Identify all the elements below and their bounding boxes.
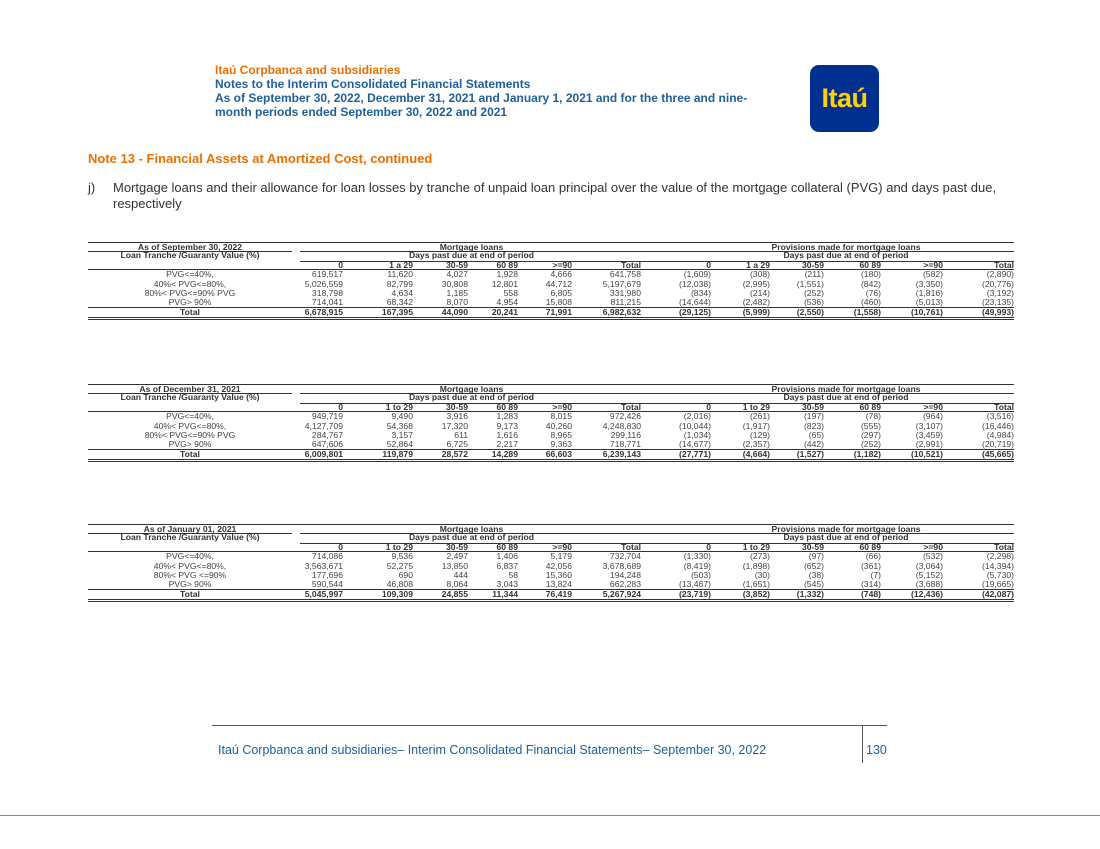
- column-header: Total: [621, 401, 641, 412]
- column-header: 60 89: [496, 541, 518, 552]
- total-cell: 167,395: [381, 306, 413, 317]
- table-cell: 4,027: [446, 269, 468, 280]
- total-row: [88, 590, 1014, 602]
- table-cell: 8,070: [446, 297, 468, 308]
- table-cell: 6,837: [496, 560, 518, 571]
- column-header: >=90: [923, 401, 943, 412]
- itau-logo: [810, 65, 879, 132]
- table-cell: (197): [803, 411, 824, 422]
- column-header: 1 to 29: [385, 401, 413, 412]
- table-cell: (19,665): [981, 579, 1014, 590]
- total-cell: (1,558): [853, 306, 881, 317]
- table-cell: (13,467): [678, 579, 711, 590]
- total-cell: 11,344: [492, 588, 518, 599]
- total-cell: 76,419: [545, 588, 572, 599]
- sub-label-right: Days past due at end of period: [783, 250, 909, 261]
- table-cell: (460): [860, 297, 881, 308]
- column-header: 30-59: [446, 259, 468, 270]
- table-cell: (20,776): [981, 278, 1014, 289]
- column-header: 0: [706, 259, 711, 270]
- table-cell: (308): [749, 269, 770, 280]
- table-cell: 690: [398, 569, 413, 580]
- as-of-label: As of December 31, 2021: [139, 384, 241, 394]
- table-cell: 5,026,559: [304, 278, 343, 289]
- table-cell: 17,320: [441, 420, 468, 431]
- column-header: 30-59: [446, 401, 468, 412]
- table-cell: 30,808: [441, 278, 468, 289]
- table-cell: 68,342: [386, 297, 413, 308]
- total-cell: 119,879: [382, 448, 413, 459]
- table-cell: (582): [922, 269, 943, 280]
- table-cell: 1,185: [446, 287, 468, 298]
- table-cell: 284,767: [311, 429, 343, 440]
- table-cell: (129): [749, 429, 770, 440]
- table-cell: (214): [749, 287, 770, 298]
- table-cell: (823): [803, 420, 824, 431]
- company-name: Itaú Corpbanca and subsidiaries: [215, 63, 401, 77]
- total-cell: 24,855: [441, 588, 468, 599]
- sub-label-left: Days past due at end of period: [408, 250, 535, 261]
- table-cell: 949,719: [311, 411, 343, 422]
- table-cell: 4,248,830: [602, 420, 641, 431]
- logo-text: Itaú: [821, 83, 868, 113]
- column-header: 30-59: [802, 259, 824, 270]
- sub-label-left: Days past due at end of period: [408, 392, 535, 403]
- table-cell: (14,394): [981, 560, 1014, 571]
- table-cell: 82,799: [386, 278, 413, 289]
- table-cell: (211): [804, 269, 824, 280]
- as-of-label: As of September 30, 2022: [137, 242, 243, 252]
- table-cell: 6,805: [550, 287, 572, 298]
- table-cell: 15,360: [545, 569, 572, 580]
- page-bottom-rule: [0, 815, 1100, 816]
- table-cell: (7): [870, 569, 881, 580]
- total-cell: (1,332): [796, 588, 824, 599]
- total-cell: (5,999): [742, 306, 770, 317]
- table-cell: (2,016): [683, 411, 711, 422]
- table-cell: (4,984): [986, 429, 1014, 440]
- column-header: 0: [706, 401, 711, 412]
- table-cell: (30): [754, 569, 770, 580]
- table-cell: 52,275: [386, 560, 413, 571]
- total-cell: (748): [860, 588, 881, 599]
- table-cell: 714,086: [311, 551, 343, 562]
- row-header-label: Loan Tranche /Guaranty Value (%): [120, 392, 260, 403]
- total-cell: 71,991: [545, 306, 572, 317]
- header-line-3: month periods ended September 30, 2022 and 2021: [215, 105, 508, 119]
- table-cell: 3,916: [446, 411, 468, 422]
- column-header: 60 89: [496, 401, 518, 412]
- table-cell: 9,173: [496, 420, 518, 431]
- table-cell: (14,677): [678, 439, 711, 450]
- total-cell: 6,009,801: [304, 448, 343, 459]
- table-cell: (3,064): [915, 560, 943, 571]
- table-cell: 8,064: [446, 579, 468, 590]
- column-header: 30-59: [802, 541, 824, 552]
- row-header-label: Loan Tranche /Guaranty Value (%): [120, 532, 260, 543]
- table-cell: 590,544: [311, 579, 343, 590]
- total-cell: 6,982,632: [602, 306, 641, 317]
- table-cell: (3,350): [915, 278, 943, 289]
- row-label: 40%< PVG<=80%,: [153, 420, 227, 431]
- table-cell: 177,696: [311, 569, 343, 580]
- table-cell: 1,283: [496, 411, 518, 422]
- column-header: >=90: [552, 259, 572, 270]
- table-cell: (20,719): [981, 439, 1014, 450]
- column-header: Total: [621, 541, 641, 552]
- table-cell: 13,824: [545, 579, 572, 590]
- table-cell: 5,197,679: [602, 278, 641, 289]
- total-cell: (1,527): [796, 448, 824, 459]
- row-header-label: Loan Tranche /Guaranty Value (%): [120, 250, 260, 261]
- table-cell: (545): [803, 579, 824, 590]
- total-cell: 109,309: [381, 588, 413, 599]
- table-cell: 619,517: [311, 269, 343, 280]
- column-header: Total: [621, 259, 641, 270]
- column-header: 30-59: [802, 401, 824, 412]
- table-cell: 4,634: [391, 287, 413, 298]
- row-label: 40%< PVG<=80%,: [153, 278, 227, 289]
- group-provisions: Provisions made for mortgage loans: [771, 524, 921, 534]
- table-cell: (536): [803, 297, 824, 308]
- row-label: PVG<=40%,: [166, 269, 214, 280]
- table-cell: (3,459): [915, 429, 943, 440]
- paragraph-text: Mortgage loans and their allowance for loan losses by tranche of unpaid loan principal over the value of the mortgage collateral (PVG) and days past due, respectively: [113, 180, 997, 211]
- table-cell: (1,330): [683, 551, 711, 562]
- column-header: 60 89: [859, 401, 881, 412]
- column-header: >=90: [552, 401, 572, 412]
- table-cell: 3,043: [496, 579, 518, 590]
- table-cell: (1,034): [683, 429, 711, 440]
- table-december-2021: [88, 384, 1014, 462]
- table-cell: (3,192): [986, 287, 1014, 298]
- group-mortgage-loans: Mortgage loans: [439, 242, 504, 252]
- table-cell: (252): [803, 287, 824, 298]
- page-number: 130: [866, 743, 887, 757]
- column-header: >=90: [923, 259, 943, 270]
- table-cell: (252): [860, 439, 881, 450]
- table-cell: (8,419): [683, 560, 711, 571]
- table-cell: 3,563,671: [304, 560, 343, 571]
- table-cell: 46,808: [386, 579, 413, 590]
- table-cell: (532): [922, 551, 943, 562]
- table-cell: 8,965: [550, 429, 572, 440]
- table-cell: (314): [860, 579, 881, 590]
- column-header: 1 a 29: [746, 259, 770, 270]
- table-cell: (652): [803, 560, 824, 571]
- table-cell: 1,616: [496, 429, 518, 440]
- table-cell: 42,056: [545, 560, 572, 571]
- table-cell: (66): [865, 551, 881, 562]
- column-header: 0: [338, 259, 343, 270]
- total-label: Total: [180, 448, 200, 459]
- table-cell: (14,644): [678, 297, 711, 308]
- table-cell: 641,758: [609, 269, 641, 280]
- column-header: Total: [994, 259, 1014, 270]
- table-cell: (1,609): [683, 269, 711, 280]
- table-cell: 1,928: [496, 269, 518, 280]
- total-cell: 6,678,915: [304, 306, 343, 317]
- sub-label-right: Days past due at end of period: [783, 532, 909, 543]
- table-cell: (16,446): [981, 420, 1014, 431]
- as-of-label: As of January 01, 2021: [143, 524, 237, 534]
- footer-divider: [862, 725, 863, 763]
- table-cell: 611: [454, 429, 468, 440]
- total-row: [88, 308, 1014, 320]
- table-cell: 5,179: [550, 551, 572, 562]
- total-cell: (49,993): [981, 306, 1014, 317]
- row-label: 80%< PVG<=90% PVG: [144, 429, 236, 440]
- column-header: >=90: [552, 541, 572, 552]
- group-provisions: Provisions made for mortgage loans: [771, 384, 921, 394]
- column-header: 30-59: [446, 541, 468, 552]
- table-cell: 13,850: [441, 560, 468, 571]
- column-header: 0: [338, 401, 343, 412]
- footer-rule: [212, 725, 887, 726]
- total-cell: (27,771): [678, 448, 711, 459]
- table-cell: 9,363: [550, 439, 572, 450]
- table-cell: (65): [808, 429, 824, 440]
- header-line-2: As of September 30, 2022, December 31, 2021 and January 1, 2021 and for the three and nine-: [215, 91, 748, 105]
- table-cell: 647,606: [311, 439, 343, 450]
- sub-label-left: Days past due at end of period: [408, 532, 535, 543]
- column-header: Total: [994, 401, 1014, 412]
- table-cell: (5,152): [915, 569, 943, 580]
- total-cell: (2,550): [796, 306, 824, 317]
- group-provisions: Provisions made for mortgage loans: [771, 242, 921, 252]
- total-cell: 14,289: [491, 448, 518, 459]
- column-header: 1 a 29: [389, 259, 413, 270]
- table-cell: (555): [860, 420, 881, 431]
- table-cell: 331,980: [609, 287, 641, 298]
- total-cell: 6,239,143: [602, 448, 641, 459]
- table-cell: 15,808: [545, 297, 572, 308]
- row-label: PVG<=40%,: [166, 411, 214, 422]
- table-cell: 2,217: [496, 439, 518, 450]
- table-cell: 58: [508, 569, 518, 580]
- row-label: 80%< PVG<=90% PVG: [144, 287, 236, 298]
- table-cell: (2,298): [986, 551, 1014, 562]
- column-header: 0: [706, 541, 711, 552]
- table-cell: (442): [803, 439, 824, 450]
- table-cell: 54,368: [386, 420, 413, 431]
- table-cell: (1,816): [915, 287, 943, 298]
- total-cell: (4,664): [742, 448, 770, 459]
- table-cell: 6,725: [446, 439, 468, 450]
- total-cell: 5,267,924: [602, 588, 641, 599]
- table-cell: 44,712: [545, 278, 572, 289]
- column-header: 1 to 29: [742, 541, 770, 552]
- table-cell: (273): [749, 551, 770, 562]
- column-header: 60 89: [859, 541, 881, 552]
- total-cell: (23,719): [678, 588, 711, 599]
- table-cell: 718,771: [609, 439, 641, 450]
- table-cell: (180): [860, 269, 881, 280]
- total-cell: (3,852): [742, 588, 770, 599]
- table-cell: (2,890): [986, 269, 1014, 280]
- table-cell: (2,482): [742, 297, 770, 308]
- table-cell: (297): [860, 429, 881, 440]
- total-cell: 44,090: [441, 306, 468, 317]
- total-row: [88, 450, 1014, 462]
- table-cell: 9,490: [391, 411, 413, 422]
- total-cell: (29,125): [678, 306, 711, 317]
- total-label: Total: [180, 588, 200, 599]
- footer-text: Itaú Corpbanca and subsidiaries– Interim Consolidated Financial Statements– September 30, 2022: [218, 743, 767, 757]
- table-cell: 2,497: [446, 551, 468, 562]
- table-cell: 811,215: [610, 297, 641, 308]
- group-mortgage-loans: Mortgage loans: [439, 524, 504, 534]
- row-label: PVG> 90%: [168, 579, 212, 590]
- sub-label-right: Days past due at end of period: [783, 392, 909, 403]
- table-cell: (2,995): [742, 278, 770, 289]
- table-cell: 9,536: [391, 551, 413, 562]
- table-cell: 3,678,689: [602, 560, 641, 571]
- table-cell: (3,688): [915, 579, 943, 590]
- table-cell: (1,898): [742, 560, 770, 571]
- table-cell: 318,798: [311, 287, 343, 298]
- table-cell: 4,666: [550, 269, 572, 280]
- paragraph-marker: j): [88, 180, 96, 195]
- column-header: 60 89: [496, 259, 518, 270]
- table-cell: (964): [922, 411, 943, 422]
- column-header: 60 89: [859, 259, 881, 270]
- table-cell: (3,516): [986, 411, 1014, 422]
- table-cell: (1,917): [742, 420, 770, 431]
- total-label: Total: [180, 306, 200, 317]
- table-cell: 3,157: [391, 429, 413, 440]
- table-cell: (12,038): [678, 278, 711, 289]
- table-cell: (78): [865, 411, 881, 422]
- table-cell: 4,954: [496, 297, 518, 308]
- total-cell: (45,665): [981, 448, 1014, 459]
- total-cell: 28,572: [441, 448, 468, 459]
- total-cell: (1,182): [853, 448, 881, 459]
- table-cell: (1,551): [796, 278, 824, 289]
- table-cell: 4,127,709: [304, 420, 343, 431]
- table-cell: (842): [860, 278, 881, 289]
- table-cell: (361): [860, 560, 881, 571]
- total-cell: (10,761): [910, 306, 943, 317]
- row-label: 80%< PVG <=90%: [153, 569, 227, 580]
- table-cell: 8,015: [550, 411, 572, 422]
- column-header: >=90: [923, 541, 943, 552]
- row-label: PVG> 90%: [168, 297, 212, 308]
- row-label: PVG> 90%: [168, 439, 212, 450]
- table-cell: 558: [503, 287, 518, 298]
- table-cell: (76): [865, 287, 881, 298]
- table-cell: (1,651): [742, 579, 770, 590]
- table-cell: (5,013): [915, 297, 943, 308]
- table-september-2022: [88, 242, 1014, 320]
- table-cell: (97): [808, 551, 824, 562]
- total-cell: 20,241: [491, 306, 518, 317]
- table-cell: (2,357): [742, 439, 770, 450]
- table-cell: (23,135): [981, 297, 1014, 308]
- table-cell: (834): [690, 287, 711, 298]
- column-header: 1 to 29: [385, 541, 413, 552]
- table-cell: 662,283: [609, 579, 641, 590]
- total-cell: (42,087): [981, 588, 1014, 599]
- table-cell: 52,864: [386, 439, 413, 450]
- note-title: Note 13 - Financial Assets at Amortized Cost, continued: [88, 151, 433, 166]
- table-cell: (5,730): [986, 569, 1014, 580]
- table-cell: (3,107): [915, 420, 943, 431]
- table-cell: 972,426: [609, 411, 641, 422]
- table-cell: 299,116: [610, 429, 641, 440]
- table-cell: 194,248: [609, 569, 641, 580]
- column-header: 1 to 29: [742, 401, 770, 412]
- table-cell: (503): [690, 569, 711, 580]
- total-cell: (12,436): [910, 588, 943, 599]
- header-line-1: Notes to the Interim Consolidated Financial Statements: [215, 77, 531, 91]
- document-header: [215, 63, 795, 119]
- table-cell: 444: [453, 569, 468, 580]
- table-cell: (261): [749, 411, 770, 422]
- table-cell: (2,991): [915, 439, 943, 450]
- table-cell: 40,260: [545, 420, 572, 431]
- table-cell: 11,620: [387, 269, 413, 280]
- table-cell: (38): [808, 569, 824, 580]
- column-header: Total: [994, 541, 1014, 552]
- row-label: 40%< PVG<=80%,: [153, 560, 227, 571]
- table-cell: 12,801: [491, 278, 518, 289]
- row-label: PVG<=40%,: [166, 551, 214, 562]
- table-cell: 714,041: [311, 297, 343, 308]
- total-cell: 66,603: [545, 448, 572, 459]
- total-cell: 5,045,997: [304, 588, 343, 599]
- table-cell: 732,704: [609, 551, 641, 562]
- total-cell: (10,521): [910, 448, 943, 459]
- column-header: 0: [338, 541, 343, 552]
- table-january-2021: [88, 524, 1014, 602]
- table-cell: 1,406: [496, 551, 518, 562]
- table-cell: (10,044): [678, 420, 711, 431]
- paragraph: [88, 180, 1018, 212]
- group-mortgage-loans: Mortgage loans: [439, 384, 504, 394]
